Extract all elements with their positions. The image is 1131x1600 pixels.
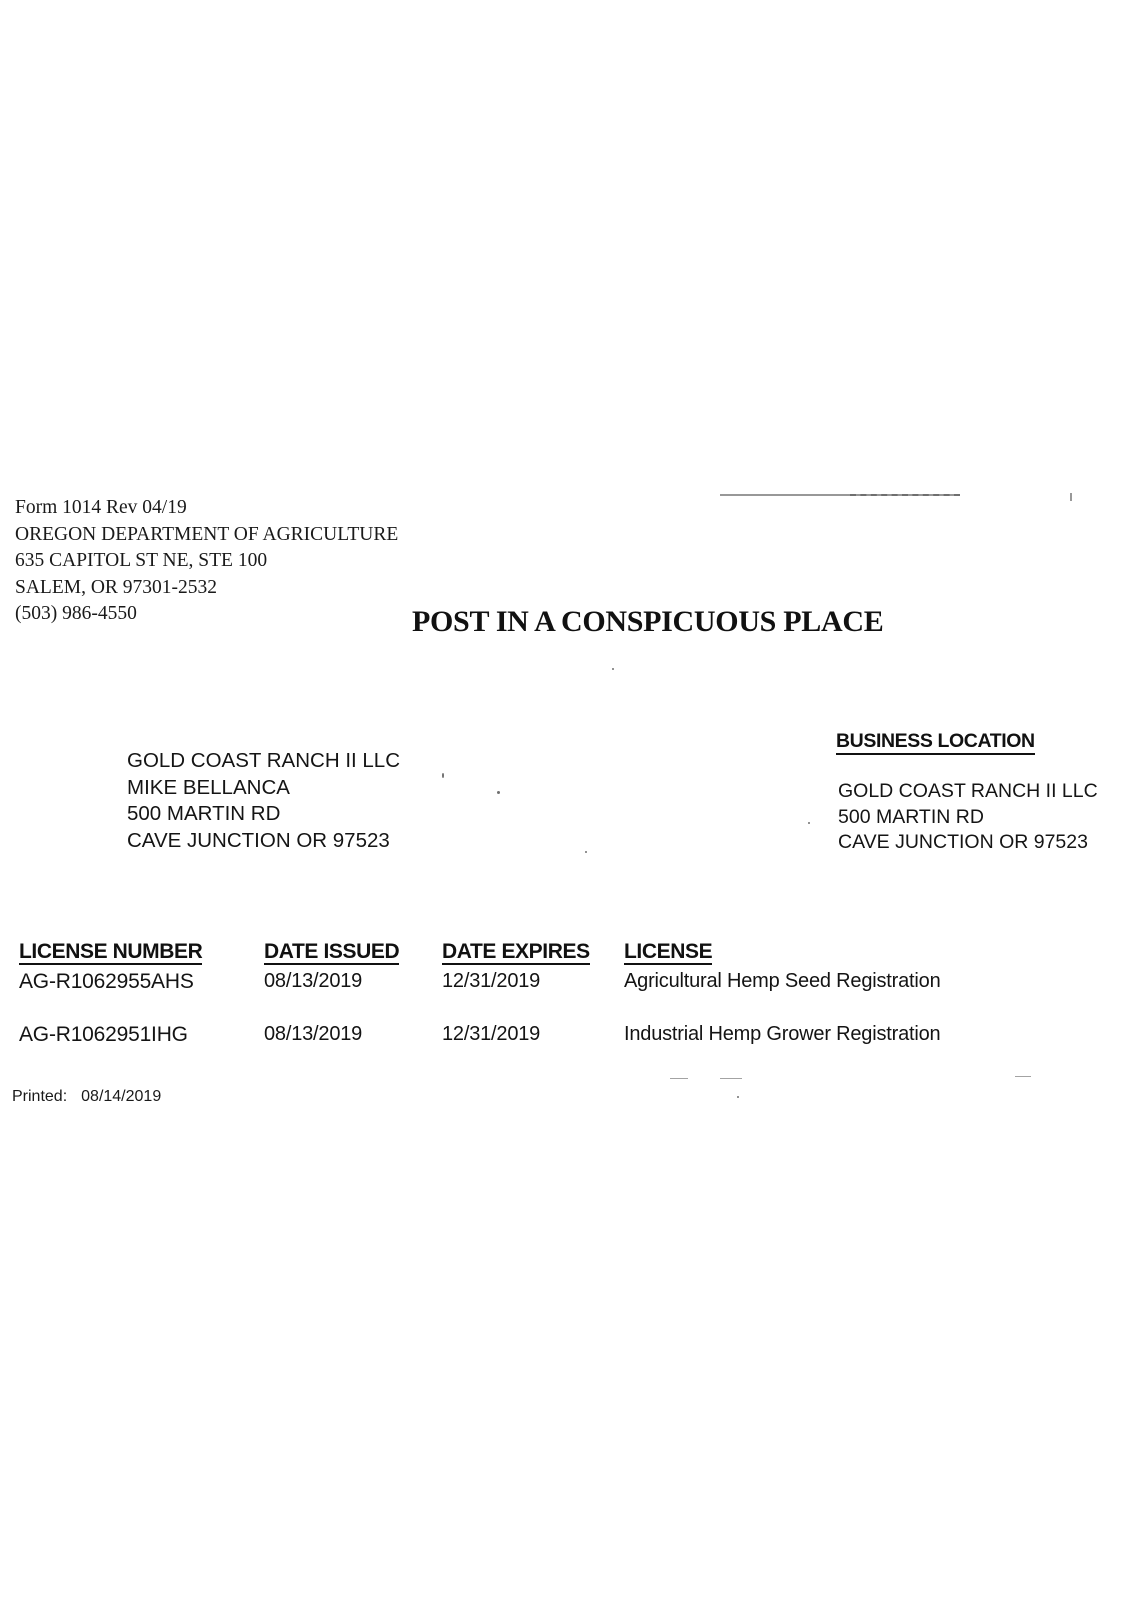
business-street: 500 MARTIN RD bbox=[838, 805, 984, 828]
scan-speck bbox=[720, 1078, 742, 1079]
header-license: LICENSE bbox=[624, 940, 713, 963]
mailing-street: 500 MARTIN RD bbox=[127, 802, 281, 825]
post-notice-title: POST IN A CONSPICUOUS PLACE bbox=[412, 605, 884, 638]
form-number: Form 1014 Rev 04/19 bbox=[15, 497, 187, 518]
scan-speck bbox=[808, 822, 810, 824]
business-location-heading: BUSINESS LOCATION bbox=[836, 730, 1035, 755]
agency-address-block bbox=[15, 495, 398, 628]
scan-speck bbox=[1015, 1076, 1031, 1077]
printed-date: 08/14/2019 bbox=[81, 1088, 162, 1105]
printed-date-line bbox=[12, 1088, 161, 1106]
agency-name: OREGON DEPARTMENT OF AGRICULTURE bbox=[15, 523, 399, 545]
business-city: CAVE JUNCTION OR 97523 bbox=[838, 831, 1088, 853]
license-number-cell: AG-R1062951IHG bbox=[19, 1023, 188, 1046]
agency-city: SALEM, OR 97301-2532 bbox=[15, 576, 218, 598]
scan-speck bbox=[585, 851, 587, 853]
header-date-expires: DATE EXPIRES bbox=[442, 940, 590, 963]
agency-phone: (503) 986-4550 bbox=[15, 603, 137, 624]
agency-street: 635 CAPITOL ST NE, STE 100 bbox=[15, 550, 268, 571]
scan-speck bbox=[1070, 493, 1072, 501]
scan-speck bbox=[497, 791, 500, 794]
scan-artifact-dashes bbox=[850, 494, 960, 496]
mailing-city: CAVE JUNCTION OR 97523 bbox=[127, 828, 390, 852]
license-number-cell: AG-R1062955AHS bbox=[19, 970, 194, 993]
header-date-issued: DATE ISSUED bbox=[264, 940, 400, 963]
date-expires-cell: 12/31/2019 bbox=[442, 1023, 541, 1045]
scan-speck bbox=[442, 773, 444, 778]
date-issued-cell: 08/13/2019 bbox=[264, 970, 363, 992]
mailing-contact: MIKE BELLANCA bbox=[127, 775, 290, 799]
mailing-company: GOLD COAST RANCH II LLC bbox=[127, 749, 401, 772]
license-type-cell: Industrial Hemp Grower Registration bbox=[624, 1023, 941, 1045]
scan-speck bbox=[612, 668, 614, 670]
business-company: GOLD COAST RANCH II LLC bbox=[838, 780, 1098, 802]
date-expires-cell: 12/31/2019 bbox=[442, 970, 541, 992]
license-type-cell: Agricultural Hemp Seed Registration bbox=[624, 970, 941, 992]
scan-speck bbox=[670, 1078, 688, 1079]
header-license-number: LICENSE NUMBER bbox=[19, 940, 203, 963]
printed-label: Printed: bbox=[12, 1088, 68, 1105]
mailing-address-block bbox=[127, 748, 400, 854]
scan-speck bbox=[737, 1096, 739, 1098]
date-issued-cell: 08/13/2019 bbox=[264, 1023, 363, 1045]
business-location-block bbox=[838, 779, 1098, 856]
